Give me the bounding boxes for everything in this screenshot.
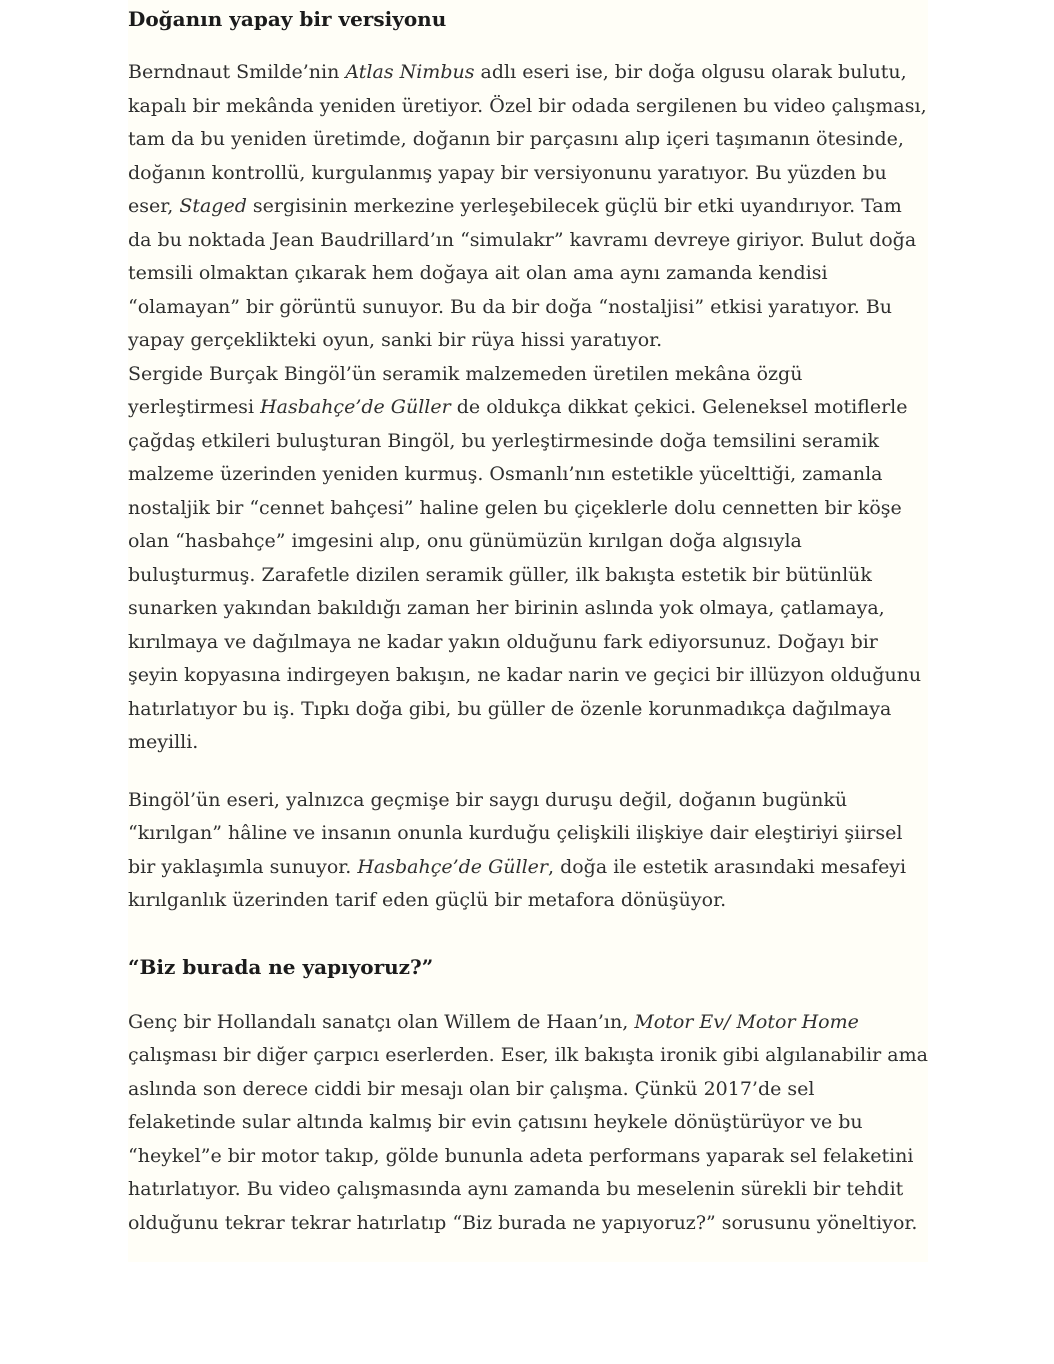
work-title-atlas-nimbus: Atlas Nimbus [345,61,475,83]
paragraph-smilde-atlas-nimbus [128,56,928,358]
text-segment: çalışması bir diğer çarpıcı eserlerden. Eser, ilk bakışta ironik gibi algılanabilir ama aslında son derece ciddi bir mesajı olan bir çalışma. Çünkü 2017’de sel felaketinde sular altında kalmış bir evin çatısını heykele dönüştürüyor ve bu “heykel”e bir motor takıp, gölde bununla adeta performans yaparak sel felaketini hatırlatıyor. Bu video çalışmasında aynı zamanda bu meselenin sürekli bir tehdit olduğunu tekrar tekrar hatırlatıp “Biz burada ne yapıyoruz?” sorusunu yöneltiyor. [128,1044,928,1234]
text-segment: , doğa ile estetik arasındaki mesafeyi kırılganlık üzerinden tarif eden güçlü bir metafora dönüşüyor. [128,855,907,911]
paragraph-bingol-installation [128,358,928,760]
work-title-hasbahcede-guller-2: Hasbahçe’de Güller [357,855,548,878]
text-segment: adlı eseri ise, bir doğa olgusu olarak bulutu, kapalı bir mekânda yeniden üretiyor. Özel bir odada sergilenen bu video çalışması, tam da bu yeniden üretimde, doğanın bir parçasını alıp içeri taşımanın ötesinde, doğanın kontrollü, kurgulanmış yapay bir versiyonunu yaratıyor. Bu yüzden bu eser, [128,61,927,217]
work-title-staged: Staged [179,195,247,217]
text-segment: Bingöl’ün eseri, yalnızca geçmişe bir saygı duruşu değil, doğanın bugünkü “kırılgan” hâline ve insanın onunla kurduğu çelişkili ilişkiye dair eleştiriyi şiirsel bir yaklaşımla sunuyor. [128,788,903,878]
text-segment: de oldukça dikkat çekici. Geleneksel motiflerle çağdaş etkileri buluşturan Bingöl, bu yerleştirmesinde doğa temsilini seramik malzeme üzerinden yeniden kurmuş. Osmanlı’nın estetikle yücelttiği, zamanla nostaljik bir “cennet bahçesi” haline gelen bu çiçeklerle dolu cennetten bir köşe olan “hasbahçe” imgesini alıp, onu günümüzün kırılgan doğa algısıyla buluşturmuş. Zarafetle dizilen seramik güller, ilk bakışta estetik bir bütünlük sunarken yakından bakıldığı zaman her birinin aslında yok olmaya, çatlamaya, kırılmaya ve dağılmaya ne kadar yakın olduğunu fark ediyorsunuz. Doğayı bir şeyin kopyasına indirgeyen bakışın, ne kadar narin ve geçici bir illüzyon olduğunu hatırlatıyor bu iş. Tıpkı doğa gibi, bu güller de özenle korunmadıkça dağılmaya meyilli. [128,396,922,753]
paragraph-bingol-critique [128,784,928,918]
section-2-heading: “Biz burada ne yapıyoruz?” [128,954,434,979]
text-segment: Sergide Burçak Bingöl’ün seramik malzemeden üretilen mekâna özgü yerleştirmesi [128,362,803,418]
article-body [128,0,928,1262]
paragraph-de-haan-motor-home [128,1006,928,1241]
work-title-hasbahcede-guller: Hasbahçe’de Güller [260,396,451,418]
section-1-heading: Doğanın yapay bir versiyonu [128,7,447,31]
text-segment: Berndnaut Smilde’nin [128,61,346,83]
text-segment: Genç bir Hollandalı sanatçı olan Willem de Haan’ın, [128,1010,635,1033]
text-segment: sergisinin merkezine yerleşebilecek güçlü bir etki uyandırıyor. Tam da bu noktada Jean Baudrillard’ın “simulakr” kavramı devreye giriyor. Bulut doğa temsili olmaktan çıkarak hem doğaya ait olan ama aynı zamanda kendisi “olamayan” bir görüntü sunuyor. Bu da bir doğa “nostaljisi” etkisi yaratıyor. Bu yapay gerçeklikteki oyun, sanki bir rüya hissi yaratıyor. [128,195,917,351]
work-title-motor-ev-motor-home: Motor Ev/ Motor Home [634,1010,859,1033]
